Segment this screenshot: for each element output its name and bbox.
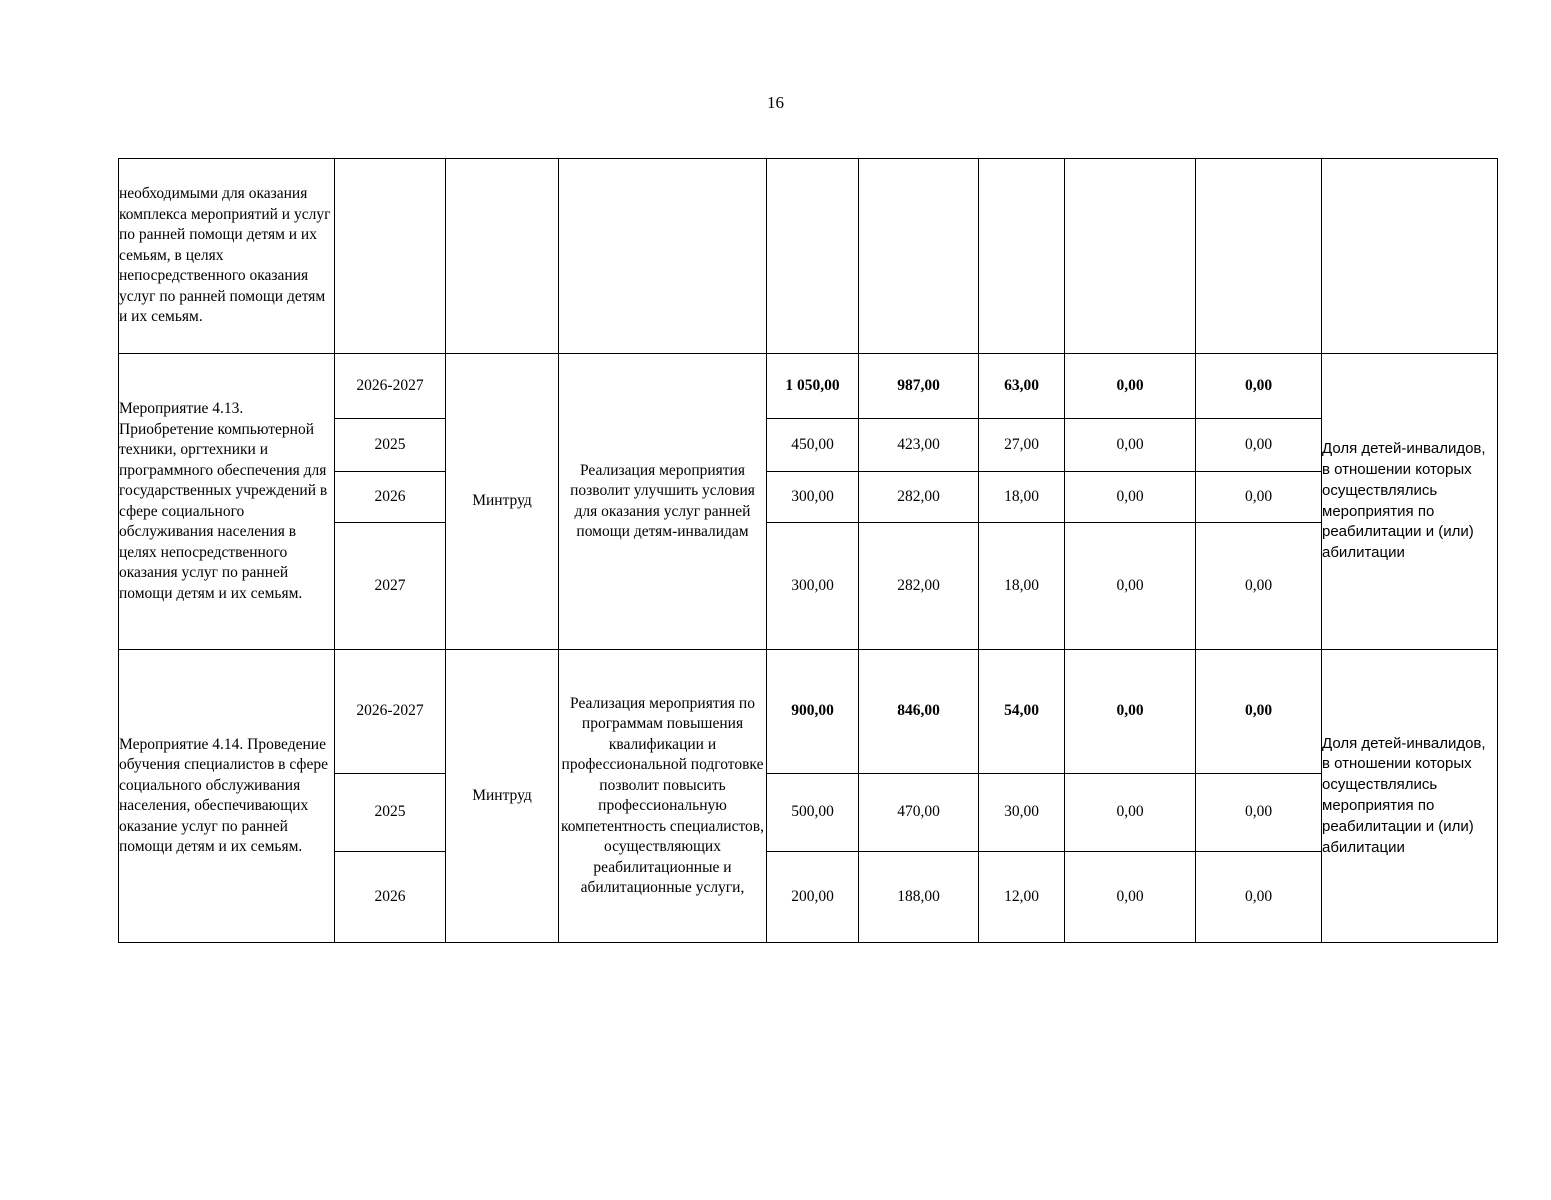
funding-cell: 470,00 xyxy=(859,774,979,852)
funding-cell: 0,00 xyxy=(1065,650,1196,774)
table-row xyxy=(119,650,1498,774)
funding-cell: 12,00 xyxy=(979,852,1065,943)
period-cell: 2026 xyxy=(335,852,446,943)
funding-cell: 27,00 xyxy=(979,419,1065,472)
funding-cell: 30,00 xyxy=(979,774,1065,852)
period-cell: 2026 xyxy=(335,472,446,523)
continuation-row xyxy=(119,159,1498,354)
executor-cell: Минтруд xyxy=(446,650,559,943)
funding-cell: 0,00 xyxy=(1065,523,1196,650)
table-row xyxy=(119,354,1498,419)
expected-result-cell: Реализация мероприятия позволит улучшить условия для оказания услуг ранней помощи детям-инвалидам xyxy=(559,354,767,650)
total-cell: 900,00 xyxy=(767,650,859,774)
page-number: 16 xyxy=(767,93,784,112)
funding-cell: 18,00 xyxy=(979,523,1065,650)
executor-cell: Минтруд xyxy=(446,354,559,650)
funding-cell: 282,00 xyxy=(859,523,979,650)
funding-cell: 0,00 xyxy=(1196,419,1322,472)
funding-cell: 0,00 xyxy=(1196,523,1322,650)
period-cell: 2026-2027 xyxy=(335,650,446,774)
funding-cell: 0,00 xyxy=(1065,852,1196,943)
total-cell: 200,00 xyxy=(767,852,859,943)
measure-name: Мероприятие 4.13. Приобретение компьютерной техники, оргтехники и программного обеспечения для государственных учреждений в сфере социального обслуживания населения в целях непосредственного оказания услуг по ранней помощи детям и их семьям. xyxy=(119,354,335,650)
funding-cell: 54,00 xyxy=(979,650,1065,774)
funding-cell: 0,00 xyxy=(1196,650,1322,774)
funding-cell: 0,00 xyxy=(1065,354,1196,419)
funding-cell: 0,00 xyxy=(1065,419,1196,472)
total-cell: 450,00 xyxy=(767,419,859,472)
period-cell: 2026-2027 xyxy=(335,354,446,419)
expected-result-cell: Реализация мероприятия по программам повышения квалификации и профессиональной подготовке позволит повысить профессиональную компетентность специалистов, осуществляющих реабилитационные и абилитационные услуги, xyxy=(559,650,767,943)
funding-cell: 0,00 xyxy=(1065,774,1196,852)
funding-cell: 987,00 xyxy=(859,354,979,419)
funding-cell: 282,00 xyxy=(859,472,979,523)
measure-name: Мероприятие 4.14. Проведение обучения специалистов в сфере социального обслуживания населения, обеспечивающих оказание услуг по ранней помощи детям и их семьям. xyxy=(119,650,335,943)
total-cell: 500,00 xyxy=(767,774,859,852)
funding-cell: 0,00 xyxy=(1196,472,1322,523)
funding-cell: 188,00 xyxy=(859,852,979,943)
period-cell: 2025 xyxy=(335,419,446,472)
funding-cell: 846,00 xyxy=(859,650,979,774)
funding-cell: 423,00 xyxy=(859,419,979,472)
funding-cell: 18,00 xyxy=(979,472,1065,523)
total-cell: 1 050,00 xyxy=(767,354,859,419)
funding-cell: 0,00 xyxy=(1196,852,1322,943)
period-cell: 2027 xyxy=(335,523,446,650)
indicator-cell: Доля детей-инвалидов, в отношении которых осуществлялись мероприятия по реабилитации и (или) абилитации xyxy=(1322,354,1498,650)
funding-cell: 63,00 xyxy=(979,354,1065,419)
measures-table xyxy=(118,158,1498,943)
total-cell: 300,00 xyxy=(767,523,859,650)
funding-cell: 0,00 xyxy=(1196,774,1322,852)
indicator-cell: Доля детей-инвалидов, в отношении которых осуществлялись мероприятия по реабилитации и (или) абилитации xyxy=(1322,650,1498,943)
period-cell: 2025 xyxy=(335,774,446,852)
funding-cell: 0,00 xyxy=(1065,472,1196,523)
total-cell: 300,00 xyxy=(767,472,859,523)
measure-name-continuation: необходимыми для оказания комплекса мероприятий и услуг по ранней помощи детям и их семьям, в целях непосредственного оказания услуг по ранней помощи детям и их семьям. xyxy=(119,159,335,354)
funding-cell: 0,00 xyxy=(1196,354,1322,419)
